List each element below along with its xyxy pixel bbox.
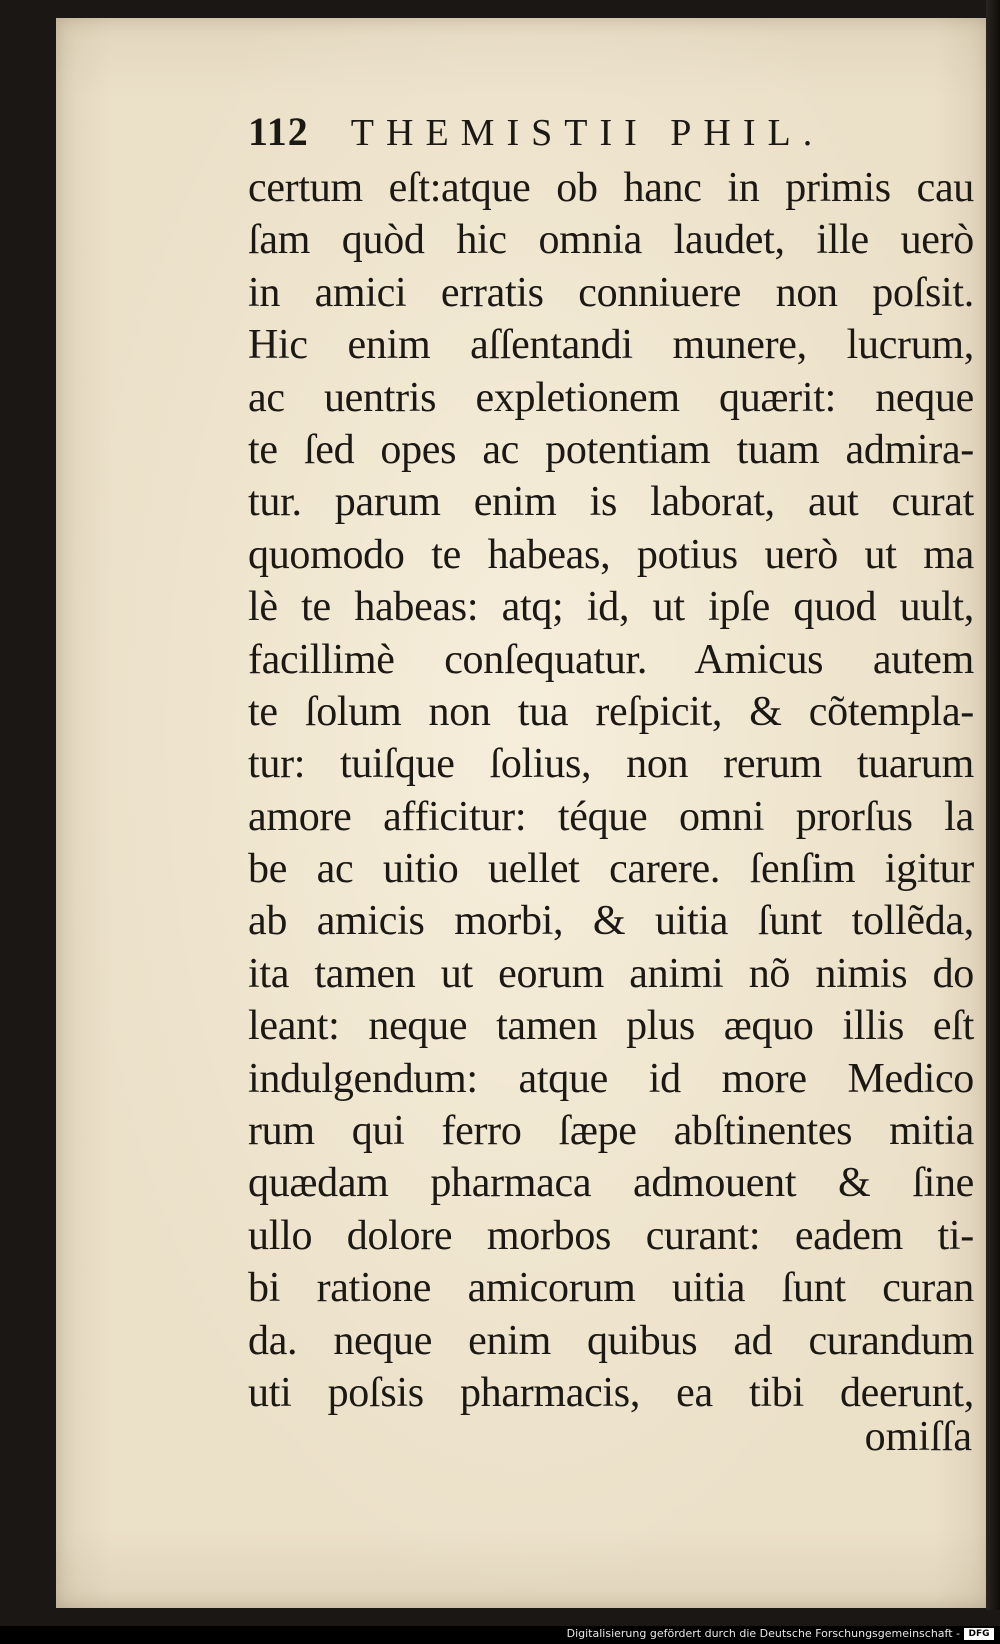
text-line: lè te habeas: atq; id, ut ipſe quod uult, <box>248 584 974 631</box>
book-edge <box>986 0 1000 1610</box>
text-line: leant: neque tamen plus æquo illis eſt <box>248 1003 974 1050</box>
text-line: ſam quòd hic omnia laudet, ille uerò <box>248 217 974 264</box>
text-line: da. neque enim quibus ad curandum <box>248 1317 974 1364</box>
text-line: te ſed opes ac potentiam tuam admira- <box>248 426 974 473</box>
text-line: rum qui ferro ſæpe abſtinentes mitia <box>248 1108 974 1155</box>
text-line: certum eſt:atque ob hanc in primis cau <box>248 165 974 211</box>
funding-notice: Digitalisierung gefördert durch die Deutsche Forschungsgemeinschaft - <box>566 1627 960 1640</box>
text-line: facillimè conſequatur. Amicus autem <box>248 636 974 683</box>
running-head <box>248 108 868 160</box>
text-line: quomodo te habeas, potius uerò ut ma <box>248 531 974 578</box>
text-line: bi ratione amicorum uitia ſunt curan <box>248 1265 974 1312</box>
dfg-logo: DFG <box>964 1628 994 1640</box>
text-line: in amici erratis conniuere non poſsit. <box>248 269 974 316</box>
catchword: omiſſa <box>864 1414 972 1460</box>
text-line: Hic enim aſſentandi munere, lucrum, <box>248 322 974 369</box>
text-line: be ac uitio uellet carere. ſenſim igitur <box>248 846 974 893</box>
page-number: 112 <box>248 109 309 154</box>
text-line: indulgendum: atque id more Medico <box>248 1055 974 1102</box>
text-line: quædam pharmaca admouent & ſine <box>248 1160 974 1207</box>
text-line: te ſolum non tua reſpicit, & cõtempla- <box>248 688 974 735</box>
running-title: THEMISTII PHIL. <box>350 112 825 154</box>
text-line: ita tamen ut eorum animi nõ nimis do <box>248 950 974 997</box>
text-line: amore afficitur: téque omni prorſus la <box>248 793 974 840</box>
text-line: ab amicis morbi, & uitia ſunt tollẽda, <box>248 898 974 945</box>
text-line: uti poſsis pharmacis, ea tibi deerunt, <box>248 1369 974 1416</box>
text-line: ac uentris expletionem quærit: neque <box>248 374 974 421</box>
text-line: tur: tuiſque ſolius, non rerum tuarum <box>248 741 974 788</box>
body-text <box>248 162 974 1419</box>
text-line: tur. parum enim is laborat, aut curat <box>248 479 974 526</box>
text-line: ullo dolore morbos curant: eadem ti- <box>248 1212 974 1259</box>
